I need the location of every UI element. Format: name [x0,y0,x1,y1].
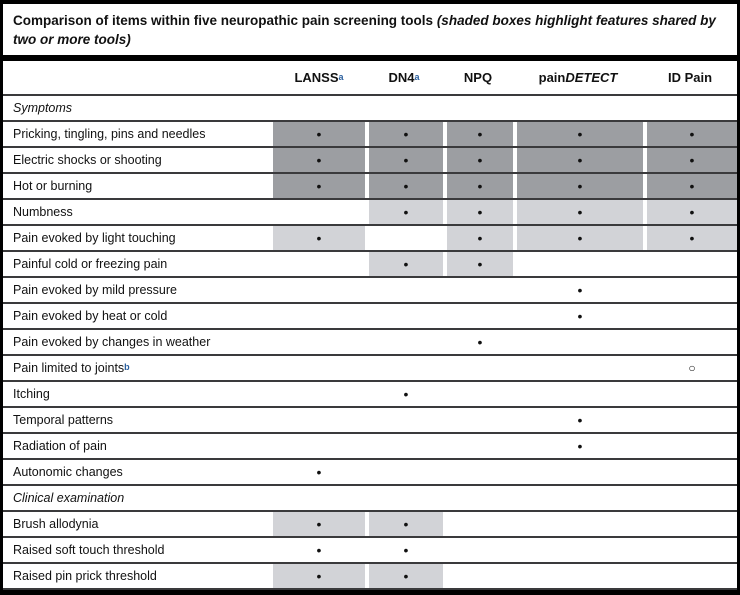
dot-marker: • [477,178,483,194]
mark-cell-id-pain [643,356,737,380]
row-label-text: Pricking, tingling, pins and needles [13,127,206,141]
dot-marker: • [403,126,409,142]
row-label [3,382,273,406]
mark-cell-npq [443,200,513,224]
mark-cell-paindetect [513,538,643,562]
mark-cell-paindetect [513,278,643,302]
table-row [3,122,737,148]
mark-cell-npq [443,356,513,380]
dot-marker: • [577,152,583,168]
mark-cell-npq [443,226,513,250]
mark-cell-paindetect [513,382,643,406]
table-row [3,356,737,382]
column-header-italic-text: DETECT [565,70,618,85]
row-label [3,252,273,276]
row-label-text: Brush allodynia [13,517,99,531]
column-header-npq [443,71,513,84]
mark-cell-dn4 [365,434,443,458]
table-row [3,304,737,330]
mark-cell-dn4 [365,356,443,380]
dot-marker: • [577,282,583,298]
table-row [3,512,737,538]
mark-cell-dn4 [365,538,443,562]
row-label [3,512,273,536]
dot-marker: • [477,204,483,220]
table-title [3,4,737,61]
row-label [3,330,273,354]
mark-cell-id-pain [643,538,737,562]
row-label [3,278,273,302]
dot-marker: • [577,438,583,454]
mark-cell-paindetect [513,252,643,276]
mark-cell-dn4 [365,512,443,536]
row-label: Pain limited to joints $^b$ [13,361,130,375]
dot-marker: • [689,204,695,220]
column-header-text: DN4 [388,70,415,85]
mark-cell-paindetect [513,174,643,198]
mark-cell-id-pain [643,330,737,354]
table-row [3,460,737,486]
dot-marker: • [403,152,409,168]
row-label [3,174,273,198]
mark-cell-npq [443,278,513,302]
table-row [3,278,737,304]
table-row [3,564,737,590]
row-label-text: Painful cold or freezing pain [13,257,168,271]
row-label [3,122,273,146]
dot-marker: • [316,152,322,168]
row-label-text: Electric shocks or shooting [13,153,162,167]
table-title-note: (shaded boxes highlight features shared by two or more tools) [13,13,716,47]
dot-marker: • [689,152,695,168]
mark-cell-lanss [273,460,365,484]
mark-cell-paindetect [513,434,643,458]
dot-marker: • [689,178,695,194]
column-header-text: LANSS [294,70,339,85]
row-label-text: Pain evoked by mild pressure [13,283,177,297]
mark-cell-paindetect [513,226,643,250]
mark-cell-paindetect [513,564,643,588]
row-label [3,564,273,588]
mark-cell-id-pain [643,278,737,302]
mark-cell-paindetect [513,330,643,354]
mark-cell-npq [443,460,513,484]
mark-cell-dn4 [365,174,443,198]
section-heading-row [3,486,737,512]
mark-cell-lanss [273,564,365,588]
mark-cell-id-pain [643,200,737,224]
mark-cell-id-pain [643,564,737,588]
dot-marker: • [577,178,583,194]
table-row [3,330,737,356]
dot-marker: • [477,126,483,142]
mark-cell-dn4 [365,330,443,354]
mark-cell-paindetect [513,460,643,484]
mark-cell-lanss [273,174,365,198]
row-label [3,408,273,432]
mark-cell-paindetect [513,408,643,432]
row-label-text: Numbness [13,205,73,219]
section-heading: Symptoms [13,101,73,115]
row-label-text: Itching [13,387,50,401]
mark-cell-npq [443,382,513,406]
mark-cell-id-pain [643,434,737,458]
column-header-paindetect [513,71,643,84]
mark-cell-paindetect [513,356,643,380]
dot-marker: • [577,230,583,246]
table-row [3,200,737,226]
mark-cell-paindetect [513,122,643,146]
table-body [3,96,737,590]
dot-marker: • [577,204,583,220]
dot-marker: • [403,386,409,402]
dot-marker: • [477,152,483,168]
dot-marker: • [577,126,583,142]
row-label [3,304,273,328]
mark-cell-id-pain [643,304,737,328]
mark-cell-lanss [273,538,365,562]
mark-cell-paindetect [513,148,643,172]
mark-cell-dn4 [365,252,443,276]
dot-marker: • [316,516,322,532]
mark-cell-dn4 [365,408,443,432]
mark-cell-npq [443,564,513,588]
mark-cell-dn4 [365,460,443,484]
mark-cell-id-pain [643,252,737,276]
mark-cell-npq [443,512,513,536]
mark-cell-npq [443,148,513,172]
mark-cell-lanss [273,278,365,302]
mark-cell-dn4 [365,564,443,588]
mark-cell-npq [443,174,513,198]
table-row [3,252,737,278]
mark-cell-npq [443,252,513,276]
mark-cell-id-pain [643,148,737,172]
dot-marker: • [316,568,322,584]
dot-marker: • [477,334,483,350]
mark-cell-id-pain [643,226,737,250]
row-label [3,538,273,562]
column-header-text: NPQ [463,70,493,85]
mark-cell-lanss [273,200,365,224]
dot-marker: • [577,308,583,324]
dot-marker: • [403,568,409,584]
mark-cell-lanss [273,304,365,328]
mark-cell-dn4 [365,226,443,250]
table-row [3,226,737,252]
mark-cell-npq [443,434,513,458]
mark-cell-npq [443,122,513,146]
row-label-text: Pain evoked by heat or cold [13,309,168,323]
row-label-text: Pain evoked by changes in weather [13,335,211,349]
row-label-text: Pain limited to joints [13,361,125,375]
mark-cell-dn4 [365,304,443,328]
table-title-main: Comparison of items within five neuropathic pain screening tools [13,13,437,28]
mark-cell-lanss [273,434,365,458]
row-label-text: Pain evoked by light touching [13,231,176,245]
row-label [3,226,273,250]
table-row [3,148,737,174]
mark-cell-paindetect [513,512,643,536]
dot-marker: • [316,230,322,246]
mark-cell-lanss [273,408,365,432]
column-header-lanss: LANSS $^a$ [294,70,344,85]
mark-cell-npq [443,408,513,432]
column-header-text: pain [538,70,566,85]
section-heading-row [3,96,737,122]
table-row [3,434,737,460]
dot-marker: • [577,412,583,428]
row-label-text: Temporal patterns [13,413,114,427]
mark-cell-id-pain [643,460,737,484]
mark-cell-dn4 [365,122,443,146]
mark-cell-dn4 [365,200,443,224]
row-label-text: Hot or burning [13,179,93,193]
dot-marker: • [403,516,409,532]
table-row [3,538,737,564]
mark-cell-id-pain [643,512,737,536]
mark-cell-lanss [273,382,365,406]
dot-marker: • [403,256,409,272]
mark-cell-id-pain [643,122,737,146]
dot-marker: • [689,230,695,246]
column-header-text: ID Pain [667,70,713,85]
dot-marker: • [477,256,483,272]
row-label-text: Raised pin prick threshold [13,569,157,583]
mark-cell-paindetect [513,304,643,328]
dot-marker: • [477,230,483,246]
mark-cell-paindetect [513,200,643,224]
row-label-text: Autonomic changes [13,465,123,479]
dot-marker: • [403,178,409,194]
mark-cell-lanss [273,122,365,146]
open-circle-marker: ○ [688,361,696,375]
table-row [3,382,737,408]
dot-marker: • [689,126,695,142]
row-label [3,148,273,172]
dot-marker: • [316,542,322,558]
mark-cell-npq [443,538,513,562]
mark-cell-lanss [273,512,365,536]
mark-cell-npq [443,330,513,354]
mark-cell-dn4 [365,382,443,406]
row-label-text: Radiation of pain [13,439,107,453]
column-header-row [3,61,737,96]
mark-cell-dn4 [365,278,443,302]
dot-marker: • [316,178,322,194]
dot-marker: • [316,126,322,142]
mark-cell-lanss [273,252,365,276]
mark-cell-lanss [273,356,365,380]
row-label-text: Raised soft touch threshold [13,543,165,557]
mark-cell-id-pain [643,382,737,406]
mark-cell-id-pain [643,174,737,198]
mark-cell-dn4 [365,148,443,172]
table-row [3,174,737,200]
mark-cell-id-pain [643,408,737,432]
row-label [3,460,273,484]
mark-cell-lanss [273,330,365,354]
dot-marker: • [403,542,409,558]
row-label [3,200,273,224]
row-label [3,434,273,458]
dot-marker: • [316,464,322,480]
mark-cell-lanss [273,148,365,172]
column-header-dn4: DN4 $^a$ [388,70,420,85]
mark-cell-lanss [273,226,365,250]
table-row [3,408,737,434]
dot-marker: • [403,204,409,220]
column-header-id-pain [643,71,737,84]
mark-cell-npq [443,304,513,328]
section-heading: Clinical examination [13,491,125,505]
